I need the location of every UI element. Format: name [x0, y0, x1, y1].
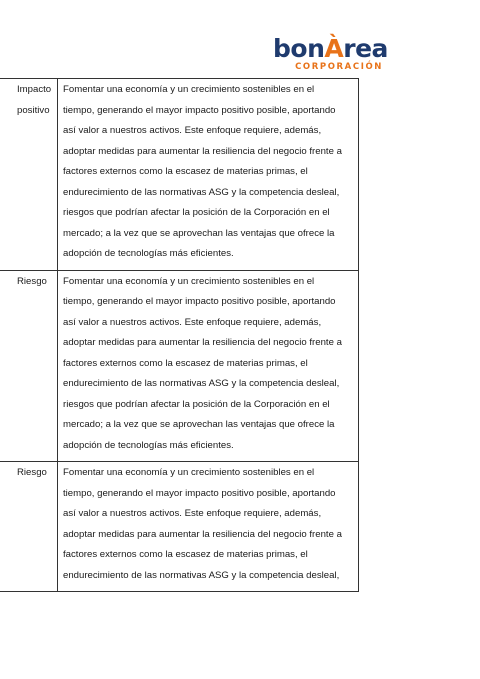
- row-description-line: factores externos como la escasez de materias primas, el: [63, 357, 308, 369]
- row-description-line: tiempo, generando el mayor impacto positivo posible, aportando: [63, 296, 336, 307]
- row-description-line: así valor a nuestros activos. Este enfoque requiere, además,: [63, 125, 322, 136]
- row-description-line: Fomentar una economía y un crecimiento sostenibles en el: [63, 467, 315, 478]
- row-description-line: endurecimiento de las normativas ASG y la competencia desleal,: [63, 186, 340, 198]
- row-description-line: adoptar medidas para aumentar la resiliencia del negocio frente a: [63, 528, 342, 540]
- row-description-line: tiempo, generando el mayor impacto positivo posible, aportando: [63, 487, 336, 499]
- row-description-line: adopción de tecnologías más eficientes.: [63, 439, 234, 451]
- row-description-line: mercado; a la vez que se aprovechan las ventajas que ofrece la: [63, 227, 335, 239]
- row-type-cell: [0, 462, 58, 592]
- logo-wordmark: bonÀrea: [273, 34, 388, 63]
- logo-subtitle: CORPORACIÓN: [295, 62, 383, 72]
- row-description-line: riesgos que podrían afectar la posición de la Corporación en el: [63, 207, 330, 218]
- row-type-text: Riesgo: [17, 275, 47, 287]
- row-type-cell: [0, 79, 58, 271]
- row-type-text: positivo: [17, 104, 50, 116]
- row-description-line: adoptar medidas para aumentar la resiliencia del negocio frente a: [63, 337, 342, 348]
- row-description-cell: [58, 79, 359, 271]
- row-description-line: endurecimiento de las normativas ASG y la competencia desleal,: [63, 378, 340, 389]
- row-description-cell: [58, 462, 359, 592]
- impact-risk-table: [0, 78, 359, 592]
- bonarea-logo: [273, 34, 388, 72]
- table-row: [0, 270, 359, 462]
- row-description-line: factores externos como la escasez de materias primas, el: [63, 549, 308, 560]
- table-row: [0, 462, 359, 592]
- row-description-line: Fomentar una economía y un crecimiento sostenibles en el: [63, 275, 315, 287]
- row-description-line: factores externos como la escasez de materias primas, el: [63, 166, 308, 177]
- row-description-line: endurecimiento de las normativas ASG y la competencia desleal,: [63, 569, 340, 581]
- logo-accent-mark: À: [324, 34, 344, 63]
- row-description-line: riesgos que podrían afectar la posición de la Corporación en el: [63, 398, 330, 410]
- row-description-line: así valor a nuestros activos. Este enfoque requiere, además,: [63, 508, 322, 519]
- row-description-line: mercado; a la vez que se aprovechan las ventajas que ofrece la: [63, 419, 335, 430]
- row-description-line: así valor a nuestros activos. Este enfoque requiere, además,: [63, 316, 322, 328]
- row-type-text: Riesgo: [17, 467, 47, 478]
- row-description-cell: [58, 270, 359, 462]
- table-row: [0, 79, 359, 271]
- row-description-line: adopción de tecnologías más eficientes.: [63, 248, 234, 259]
- row-type-cell: [0, 270, 58, 462]
- row-type-text: Impacto: [17, 84, 52, 95]
- row-description-line: tiempo, generando el mayor impacto positivo posible, aportando: [63, 104, 336, 116]
- row-description-line: Fomentar una economía y un crecimiento sostenibles en el: [63, 84, 315, 95]
- row-description-line: adoptar medidas para aumentar la resiliencia del negocio frente a: [63, 145, 342, 157]
